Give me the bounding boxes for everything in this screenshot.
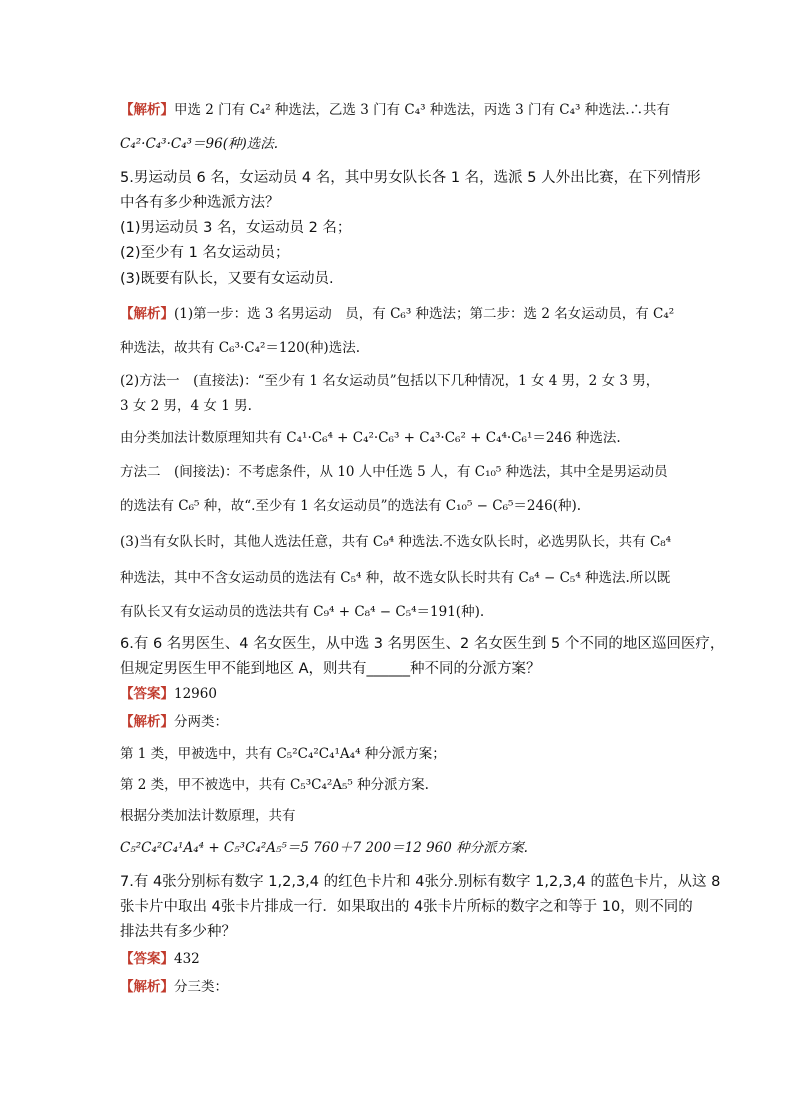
question-text: 但规定男医生甲不能到地区 A，则共有______种不同的分派方案？	[120, 661, 541, 677]
text-line-9	[120, 339, 680, 357]
question-text: 7.有 4张分别标有数字 1,2,3,4 的红色卡片和 4张分.别标有数字 1,2,3,4 的蓝色卡片，从这 8	[120, 874, 721, 890]
analysis-tag: 【解析】	[120, 714, 174, 730]
answer-line-7	[120, 950, 680, 968]
line-text: 方法二 (间接法)：不考虑条件，从 10 人中任选 5 人，有 C₁₀⁵ 种选法，其中全是男运动员	[120, 464, 668, 480]
line-text: 有队长又有女运动员的选法共有 C₉⁴ + C₈⁴ − C₅⁴＝191(种).	[120, 604, 485, 620]
question-7-line-1	[120, 873, 721, 891]
question-6-line-2	[120, 660, 680, 678]
text-line-11	[120, 397, 680, 415]
line-text: 3 女 2 男，4 女 1 男.	[120, 398, 252, 414]
line-text: 分两类：	[174, 714, 228, 730]
question-text: 张卡片中取出 4张卡片排成一行．如果取出的 4张卡片所标的数字之和等于 10，则不同的	[120, 899, 693, 915]
text-line-23	[120, 776, 680, 794]
answer-value: 432	[174, 951, 200, 967]
text-line-1	[120, 101, 680, 119]
line-text: (3)当有女队长时，其他人选法任意，共有 C₉⁴ 种选法.不选女队长时，必选男队长，共有 C₈⁴	[120, 534, 672, 550]
text-line-16	[120, 569, 680, 587]
text-line-10	[120, 372, 680, 390]
question-6-line-1	[120, 635, 725, 653]
line-text: 第 1 类，甲被选中，共有 C₅²C₄²C₄¹A₄⁴ 种分派方案；	[120, 746, 446, 762]
question-7-line-2	[120, 898, 693, 916]
question-text: 5.男运动员 6 名，女运动员 4 名，其中男女队长各 1 名，选派 5 人外出比赛，在下列情形	[120, 170, 701, 186]
text-line-14	[120, 497, 680, 515]
line-text: 由分类加法计数原理知共有 C₄¹·C₆⁴ + C₄²·C₆³ + C₄³·C₆² + C₄⁴·C₆¹＝246 种选法.	[120, 430, 621, 446]
line-text: 种选法，其中不含女运动员的选法有 C₅⁴ 种，故不选女队长时共有 C₈⁴ − C₅⁴ 种选法.所以既	[120, 570, 671, 586]
line-text: 种选法，故共有 C₆³·C₄²＝120(种)选法.	[120, 340, 360, 356]
text-line-24	[120, 807, 680, 825]
text-line-15	[120, 533, 680, 551]
text-line-25	[120, 839, 680, 857]
text-line-22	[120, 745, 680, 763]
question-5-line-2	[120, 194, 680, 212]
text-line-13	[120, 463, 680, 481]
line-text: (1)第一步：选 3 名男运动 员，有 C₆³ 种选法；第二步：选 2 名女运动员，有 C₄²	[174, 306, 675, 322]
question-7-line-3	[120, 923, 680, 941]
question-text: (2)至少有 1 名女运动员；	[120, 245, 290, 261]
line-text: 第 2 类，甲不被选中，共有 C₅³C₄²A₅⁵ 种分派方案.	[120, 777, 429, 793]
analysis-tag: 【解析】	[120, 306, 174, 322]
answer-tag: 【答案】	[120, 951, 174, 967]
analysis-tag: 【解析】	[120, 102, 174, 118]
answer-value: 12960	[174, 686, 217, 702]
answer-line-6	[120, 685, 680, 703]
text-line-8	[120, 305, 680, 323]
line-text: 的选法有 C₆⁵ 种，故“.至少有 1 名女运动员”的选法有 C₁₀⁵ − C₆⁵＝246(种).	[120, 498, 581, 514]
question-5-part-1	[120, 219, 680, 237]
line-text: 根据分类加法计数原理，共有	[120, 808, 296, 824]
text-line-2	[120, 135, 680, 153]
formula-line: C₄²·C₄³·C₄³＝96(种)选法.	[120, 136, 279, 152]
text-line-12	[120, 429, 680, 447]
text-line-30	[120, 978, 680, 996]
question-5-part-3	[120, 270, 680, 288]
question-text: (1)男运动员 3 名，女运动员 2 名；	[120, 220, 352, 236]
formula-line: C₅²C₄²C₄¹A₄⁴ + C₅³C₄²A₅⁵＝5 760＋7 200＝12 960 种分派方案.	[120, 840, 528, 856]
question-5-part-2	[120, 244, 680, 262]
question-5-line-1	[120, 169, 701, 187]
line-text: 甲选 2 门有 C₄² 种选法，乙选 3 门有 C₄³ 种选法，丙选 3 门有 C₄³ 种选法.∴共有	[174, 102, 671, 118]
question-text: (3)既要有队长，又要有女运动员.	[120, 271, 334, 287]
question-text: 中各有多少种选派方法？	[120, 195, 280, 211]
question-text: 6.有 6 名男医生、4 名女医生，从中选 3 名男医生、2 名女医生到 5 个不同的地区巡回医疗，	[120, 636, 725, 652]
line-text: (2)方法一 (直接法)：“至少有 1 名女运动员”包括以下几种情况，1 女 4 男，2 女 3 男，	[120, 373, 660, 389]
answer-tag: 【答案】	[120, 686, 174, 702]
question-text: 排法共有多少种？	[120, 924, 236, 940]
text-line-21	[120, 713, 680, 731]
line-text: 分三类：	[174, 979, 228, 995]
text-line-17	[120, 603, 680, 621]
analysis-tag: 【解析】	[120, 979, 174, 995]
